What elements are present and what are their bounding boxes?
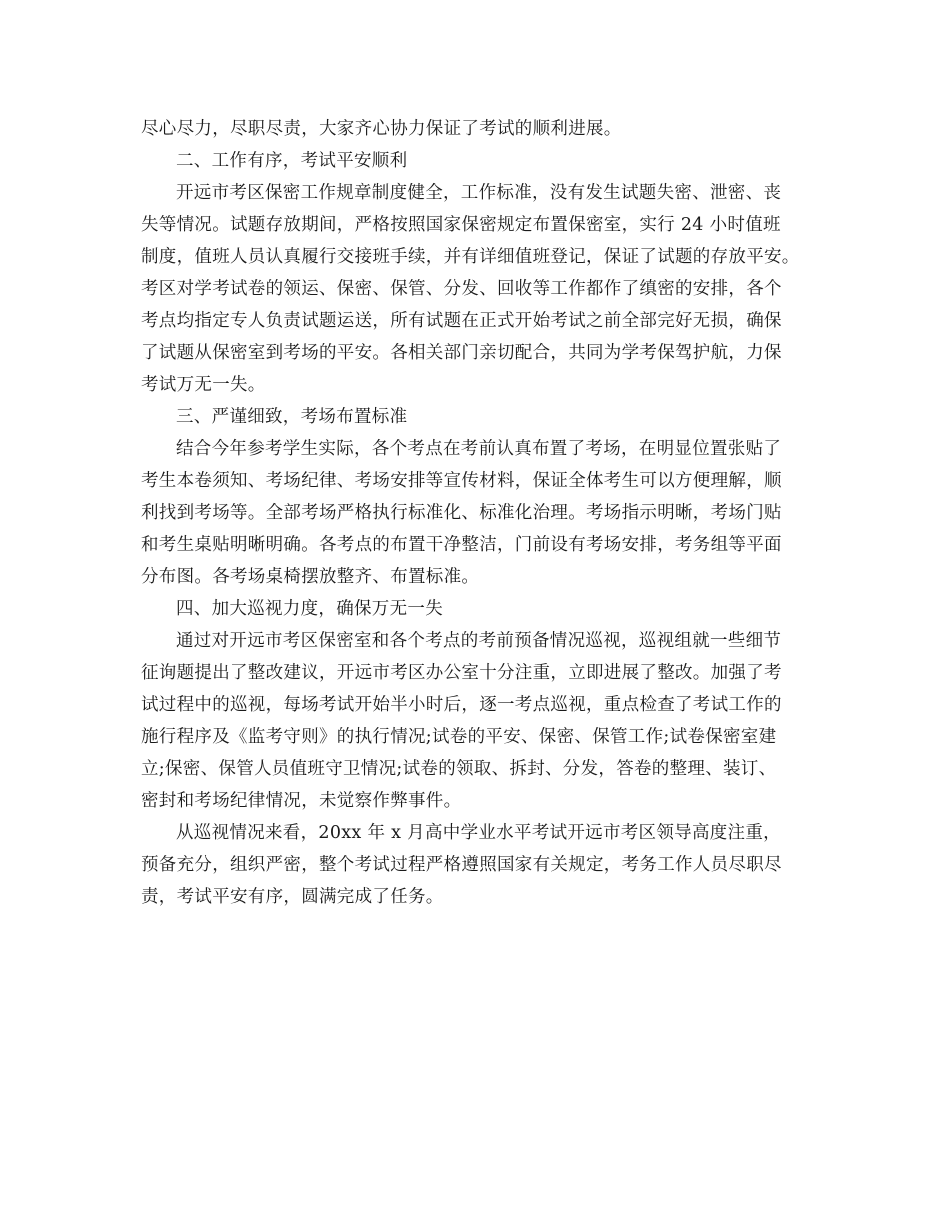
text-line: 失等情况。试题存放期间，严格按照国家保密规定布置保密室，实行 24 小时值班 xyxy=(141,215,781,235)
text-line: 考点均指定专人负责试题运送，所有试题在正式开始考试之前全部完好无损，确保 xyxy=(141,311,782,331)
text-line: 施行程序及《监考守则》的执行情况;试卷的平安、保密、保管工作;试卷保密室建 xyxy=(141,727,777,747)
paragraph-first-line: 结合今年参考学生实际，各个考点在考前认真布置了考场，在明显位置张贴了 xyxy=(176,439,782,459)
section-heading: 三、严谨细致，考场布置标准 xyxy=(176,407,408,427)
text-line: 立;保密、保管人员值班守卫情况;试卷的领取、拆封、分发，答卷的整理、装订、 xyxy=(141,759,777,779)
text-line: 责，考试平安有序，圆满完成了任务。 xyxy=(141,887,444,907)
section-heading: 二、工作有序，考试平安顺利 xyxy=(176,151,408,171)
paragraph-first-line: 通过对开远市考区保密室和各个考点的考前预备情况巡视，巡视组就一些细节 xyxy=(176,631,782,651)
paragraph-first-line: 从巡视情况来看，20xx 年 x 月高中学业水平考试开远市考区领导高度注重， xyxy=(176,823,781,843)
text-line: 利找到考场等。全部考场严格执行标准化、标准化治理。考场指示明晰，考场门贴 xyxy=(141,503,782,523)
text-line: 分布图。各考场桌椅摆放整齐、布置标准。 xyxy=(141,567,480,587)
text-line: 尽心尽力，尽职尽责，大家齐心协力保证了考试的顺利进展。 xyxy=(141,119,622,139)
text-line: 征询题提出了整改建议，开远市考区办公室十分注重，立即进展了整改。加强了考 xyxy=(141,663,782,683)
text-line: 密封和考场纪律情况，未觉察作弊事件。 xyxy=(141,791,462,811)
text-line: 预备充分，组织严密，整个考试过程严格遵照国家有关规定，考务工作人员尽职尽 xyxy=(141,855,782,875)
text-line: 了试题从保密室到考场的平安。各相关部门亲切配合，共同为学考保驾护航，力保 xyxy=(141,343,782,363)
text-line: 考试万无一失。 xyxy=(141,375,266,395)
paragraph-first-line: 开远市考区保密工作规章制度健全，工作标准，没有发生试题失密、泄密、丧 xyxy=(176,183,782,203)
text-line: 考区对学考试卷的领运、保密、保管、分发、回收等工作都作了缜密的安排，各个 xyxy=(141,279,782,299)
text-line: 和考生桌贴明晰明确。各考点的布置干净整洁，门前设有考场安排，考务组等平面 xyxy=(141,535,782,555)
document-body xyxy=(141,113,811,913)
text-line: 考生本卷须知、考场纪律、考场安排等宣传材料，保证全体考生可以方便理解，顺 xyxy=(141,471,782,491)
text-line: 试过程中的巡视，每场考试开始半小时后，逐一考点巡视，重点检查了考试工作的 xyxy=(141,695,782,715)
text-line: 制度，值班人员认真履行交接班手续，并有详细值班登记，保证了试题的存放平安。 xyxy=(141,247,800,267)
section-heading: 四、加大巡视力度，确保万无一失 xyxy=(176,599,443,619)
